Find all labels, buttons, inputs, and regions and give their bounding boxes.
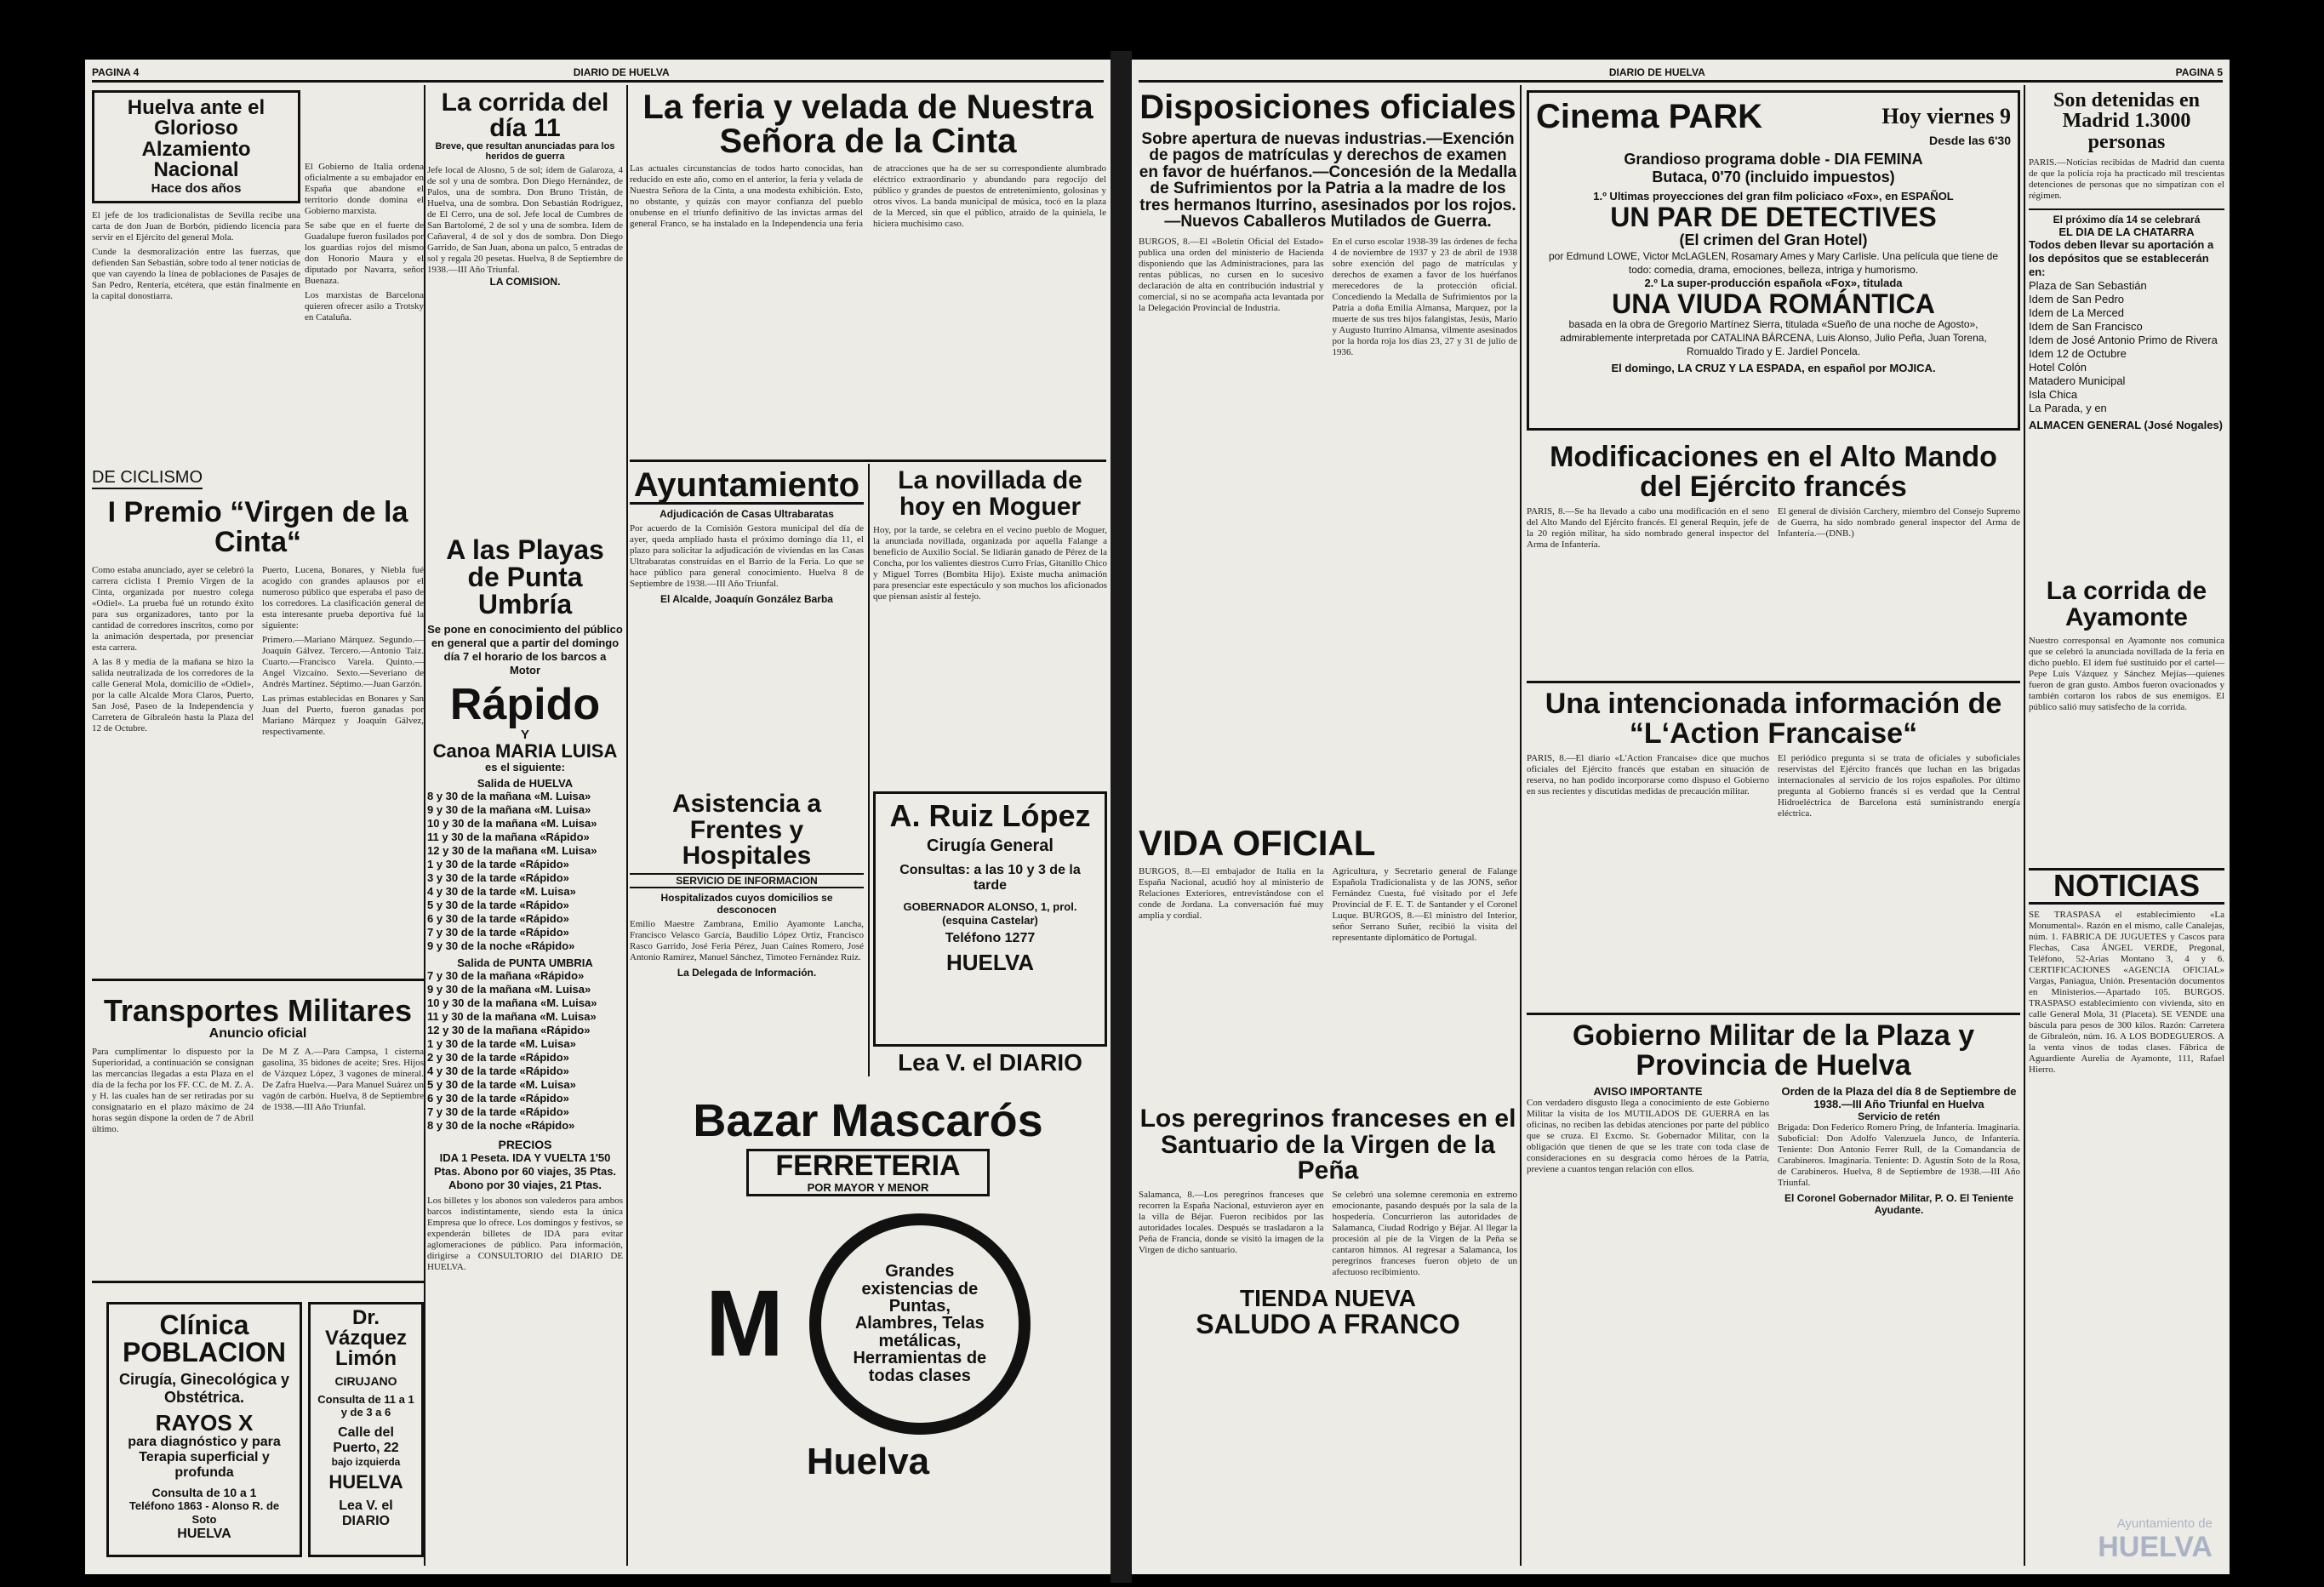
- chatarra-places-list: [2029, 279, 2224, 415]
- transportes-text-2: De M Z A.—Para Campsa, 1 cisterna gasolina, 35 bidones de aceite; Sres. Hijos de Vázquez López, 3 vagones de mineral. De Zafra Huelva.—Para Manuel Suárez un vagón de carbón. Huelva, 8 de Septiembre de 1938.—III Año Triunfal.: [262, 1047, 424, 1112]
- alzamiento-headline-box: [92, 90, 300, 203]
- ciclismo-text-4: Las primas establecidas en Bonares y San Juan del Puerto, fueron ganadas por Mariano Márquez y Joaquín Gálvez, respectivamente.: [262, 694, 424, 738]
- novillada-title: La novillada de hoy en Moguer: [898, 466, 1082, 521]
- alzamiento-subtitle: Hace dos años: [151, 180, 242, 196]
- clinica-rayos: RAYOS X: [155, 1410, 254, 1436]
- ruiz-lopez-spec: Cirugía General: [927, 836, 1054, 855]
- ciclismo-title: I Premio “Virgen de la Cinta“: [107, 496, 408, 558]
- cinema-price: Butaca, 0'70 (incluido impuestos): [1652, 168, 1895, 186]
- detenidas-title: Son detenidas en Madrid 1.3000 personas: [2053, 89, 2201, 153]
- column-rule: [868, 464, 870, 1076]
- clinica-city: HUELVA: [177, 1526, 231, 1541]
- schedule-row: 6 y 30 de la tarde «Rápido»: [427, 1092, 569, 1105]
- ciclismo-text-1: Como estaba anunciado, ayer se celebró la carrera ciclista I Premio Virgen de la Cinta, organizada por nuestro colega «Odiel». La prueba fué un rotundo éxito para sus organizadores, tanto por la cantidad de corredores inscritos, como por la animación despertada, por presenciar esta carrera.: [92, 565, 254, 654]
- bazar-mascaros-ad: [630, 1095, 1106, 1557]
- noticias-article: [2029, 868, 2224, 1566]
- schedule-row: 12 y 30 de la mañana «M. Luisa»: [427, 844, 597, 858]
- vazquez-hours: Consulta de 11 a 1 y de 3 a 6: [317, 1393, 414, 1419]
- cinema-film-1-cast: por Edmund LOWE, Victor McLAGLEN, Rosamary Ames y Mary Carlisle. Una película que tiene de todo: comedia, drama, emociones, belleza, intriga y humorismo.: [1549, 249, 1998, 276]
- schedule-row: 4 y 30 de la tarde «M. Luisa»: [427, 885, 576, 899]
- modificaciones-article: [1527, 442, 2020, 672]
- alzamiento-text-2: Cunde la desmoralización entre las fuerzas, que defienden San Sebastián, sobre todo al tener noticias de que van cayendo la línea de poblaciones de Pasajes de San Pedro, Rentería, etcétera, que están finalmente en la capital donostiarra.: [92, 246, 300, 301]
- watermark-top: Ayuntamiento de: [2116, 1516, 2213, 1531]
- schedule-row: 6 y 30 de la tarde «Rápido»: [427, 912, 569, 926]
- vazquez-lea: Lea V. el DIARIO: [339, 1499, 393, 1529]
- schedule-row: 7 y 30 de la tarde «Rápido»: [427, 926, 569, 939]
- left-page-header: [92, 66, 1104, 83]
- playas-precios: PRECIOS: [498, 1138, 552, 1152]
- cinema-park-ad: [1527, 90, 2020, 431]
- transportes-title: Transportes Militares: [103, 993, 413, 1028]
- transportes-text-1: Para cumplimentar lo dispuesto por la Superioridad, a continuación se consignan las mercancías llegadas a esta Plaza en el día de la fecha por los FF. CC. de M. Z. A. y H. las cuales han de ser retiradas por su consignatario en el plazo máximo de 24 horas según dispone la orden de 7 de Abril último.: [92, 1047, 254, 1134]
- chatarra-place: Idem de San Francisco: [2029, 320, 2143, 334]
- chatarra-text: Todos deben llevar su aportación a los depósitos que se establecerán en:: [2029, 238, 2214, 279]
- disposiciones-title: Disposiciones oficiales: [1139, 88, 1516, 126]
- column-rule: [2024, 85, 2025, 1566]
- corrida-text: Jefe local de Alosno, 5 de sol; ídem de Galaroza, 4 de sol y una de sombra. Don Diego Hernández, de Palos, una de sombra. Don Bruno Tristán, de Huelva, una de sombra. Don Sebastián Rodríguez, de El Cerro, una de sol. Jefe local de Cumbres de San Bartolomé, 2 de sol y una de sombra. Idem de Cañaveral, 4 de sol y dos de sombra. Don Diego Garrido, de San Juan, abona un palco, 5 entradas de sol y regala 20 pesetas. Huelva, 8 de Septiembre de 1938.—III Año Triunfal.: [427, 165, 623, 275]
- corrida-signature: LA COMISION.: [489, 276, 561, 288]
- playas-times-punta: [427, 969, 623, 1133]
- ayuntamiento-title: Ayuntamiento: [630, 468, 864, 505]
- gobierno-militar-article: [1527, 1021, 2020, 1566]
- schedule-row: 12 y 30 de la mañana «Rápido»: [427, 1024, 591, 1037]
- alzamiento-title: Huelva ante el Glorioso Alzamiento Nacional: [127, 96, 266, 182]
- schedule-row: 9 y 30 de la mañana «M. Luisa»: [427, 983, 591, 996]
- archive-watermark: [2098, 1516, 2213, 1564]
- chatarra-place: Matadero Municipal: [2029, 374, 2126, 388]
- disposiciones-article: [1139, 90, 1517, 465]
- playas-rapido: Rápido: [449, 680, 601, 729]
- cinema-time: Desde las 6'30: [1929, 134, 2011, 147]
- cinema-name: Cinema PARK: [1536, 98, 1762, 135]
- playas-canoa: Canoa MARIA LUISA: [432, 740, 618, 762]
- schedule-row: 5 y 30 de la tarde «M. Luisa»: [427, 1078, 576, 1092]
- right-newspaper-page: [1132, 60, 2230, 1574]
- playas-salida-punta: Salida de PUNTA UMBRIA: [457, 956, 593, 970]
- section-rule: [1527, 1013, 2020, 1015]
- section-rule: [630, 460, 1106, 462]
- chatarra-place: La Parada, y en: [2029, 402, 2107, 415]
- bazar-city: Huelva: [806, 1440, 930, 1482]
- corrida-title: La corrida del día 11: [441, 88, 609, 142]
- playas-y: Y: [520, 728, 529, 743]
- vida-text-2: Agricultura, y Secretario general de Falange Española Tradicionalista y de las JONS, señor Fernández Cuesta, fué visitado por el Jefe Provincial de F. E. T. de Santander y el Coronel Luque. BURGOS, 8.—El ministro del Interior, señor Serrano Suñer, recibió la visita del representante diplomático de Portugal.: [1332, 866, 1517, 943]
- modificaciones-text-2: El general de división Carchery, miembro del Consejo Supremo de Guerra, ha sido nombrado general inspector del Arma de Infantería.—(DNB.): [1778, 506, 2020, 539]
- gobierno-orden: Orden de la Plaza del día 8 de Septiembre de 1938.—III Año Triunfal en Huelva: [1781, 1085, 2017, 1111]
- feria-article: [630, 90, 1106, 448]
- feria-text: Las actuales circunstancias de todos harto conocidas, han reducido en este año, como en el anterior, la feria y velada de Nuestra Señora de la Cinta, a una modesta exhibición. Esto, no obstante, y quizás con mayor confianza del pueblo onubense en el triunfo definitivo de las invictas armas del general Franco, se ha instalado en la Independencia una feria de atracciones que ha de ser su correspondiente alumbrado eléctrico extraordinario y abundando para regocijo del público y grandes de puestos de entretenimiento, golosinas y otros vivos. La banda municipal de música, tocó en la plaza de la Merced, sin que el público, atraído de la quiniela, le hiciera muchísimo caso.: [630, 163, 1106, 229]
- right-page-header: [1139, 66, 2223, 83]
- playas-ad: [427, 536, 623, 1327]
- schedule-row: 8 y 30 de la noche «Rápido»: [427, 1119, 575, 1133]
- chatarra-place: Idem 12 de Octubre: [2029, 347, 2127, 361]
- chatarra-place: Isla Chica: [2029, 388, 2078, 402]
- bazar-name: Bazar Mascarós: [693, 1095, 1043, 1146]
- playas-es: es el siguiente:: [485, 761, 565, 774]
- peregrinos-title: Los peregrinos franceses en el Santuario de la Virgen de la Peña: [1139, 1105, 1516, 1185]
- disposiciones-text-1: BURGOS, 8.—El «Boletín Oficial del Estado» publica una orden del ministerio de Hacienda disponiendo que las Administraciones, para las rentas públicas, no cursen en lo sucesivo declaración de alta en contribución industrial y comercial, si no se acompaña acta levantada por la Delegación Provincial de Industria.: [1139, 237, 1324, 314]
- action-text-1: PARIS, 8.—El diario «L'Action Francaise» dice que muchos oficiales del Ejército francés que estaban en situación de reserva, no han podido incorporarse como dispuso el Gobierno en sus recientes y discutidas medidas de precaución militar.: [1527, 753, 1769, 797]
- asistencia-text: Emilio Maestre Zambrana, Emilio Ayamonte Lancha, Francisco Velasco García, Baudilio López Ortiz, Francisco Rasco Garrido, José Feria Pérez, Juan Caínes Romero, José Antonio Ramírez, Manuel Sánchez, Timoteo Fernández Ruiz.: [630, 918, 864, 962]
- schedule-row: 2 y 30 de la tarde «Rápido»: [427, 1051, 569, 1065]
- ruiz-lopez-hours: Consultas: a las 10 y 3 de la tarde: [899, 863, 1081, 893]
- clinica-phone: Teléfono 1863 - Alonso R. de Soto: [128, 1499, 280, 1526]
- detenidas-article: [2029, 90, 2224, 567]
- modificaciones-title: Modificaciones en el Alto Mando del Ejército francés: [1550, 441, 1997, 503]
- alzamiento-text-4: Se sabe que en el fuerte de Guadalupe fueron fusilados por los guardias rojos del mismo don Honorio Maura y el diputado por Navarra, señor Buenaza.: [305, 220, 424, 286]
- asistencia-end: La Delegada de Información.: [677, 966, 817, 979]
- clinica-name: Clínica POBLACION: [123, 1310, 286, 1367]
- ruiz-lopez-ad: [873, 791, 1107, 1047]
- disposiciones-lead: Sobre apertura de nuevas industrias.—Exención de pagos de matrículas y derechos de examen en favor de huérfanos.—Concesión de la Medalla de Sufrimientos por la Patria a la madre de los tres hermanos Iturrino, asesinados por los rojos.—Nuevos Caballeros Mutilados de Guerra.: [1139, 130, 1517, 231]
- corrida-article: [427, 90, 623, 328]
- transportes-article: [92, 993, 424, 1268]
- action-title: Una intencionada información de “L‘Action Francaise“: [1545, 688, 2002, 750]
- ruiz-lopez-city: HUELVA: [945, 950, 1035, 975]
- schedule-row: 7 y 30 de la mañana «Rápido»: [427, 969, 585, 983]
- peregrinos-bottom-2: SALUDO A FRANCO: [1196, 1309, 1460, 1340]
- ayuntamiento-article: [630, 468, 864, 774]
- bazar-circle-text: Grandes existencias de Puntas, Alambres, Telas metálicas, Herramientas de todas clases: [853, 1262, 987, 1385]
- column-rule: [424, 85, 425, 1566]
- feria-title: La feria y velada de Nuestra Señora de la Cinta: [642, 88, 1093, 160]
- disposiciones-text-2: En el curso escolar 1938-39 las órdenes de fecha 4 de noviembre de 1937 y 23 de abril de 1938 sobre exención del pago de matrículas y derechos de examen a favor de los huérfanos merecedores de la protección oficial. Concediendo la Medalla de Sufrimientos por la Patria a doña Emilia Almansa, Marquez, por la muerte de sus tres hijos falangistas, Jesús, Mario y Augusto Iturrino Almansa, vilmente asesinados por la horda roja los días 23, 27 y 31 de julio de 1936.: [1332, 237, 1517, 358]
- schedule-row: 4 y 30 de la tarde «Rápido»: [427, 1065, 569, 1078]
- ciclismo-article: [92, 468, 424, 1021]
- gobierno-servicio: Servicio de retén: [1858, 1110, 1940, 1123]
- vida-oficial-article: [1139, 825, 1517, 1098]
- schedule-row: 11 y 30 de la mañana «Rápido»: [427, 831, 590, 844]
- gobierno-text-2: Brigada: Don Federico Romero Pring, de Infantería. Imaginaria. Suboficial: Don Adolfo Valenzuela Junco, de Infantería. Teniente: Don Antonio Ferrer Rull, de la Comandancia de Carabineros. Imaginaria. Teniente: D. Agustín Soto de la Rosa, de Carabineros. Huelva, 8 de Septiembre de 1938.—III Año Triunfal.: [1778, 1122, 2020, 1189]
- gobierno-title: Gobierno Militar de la Plaza y Provincia de Huelva: [1572, 1019, 1975, 1082]
- peregrinos-text-2: Se celebró una solemne ceremonia en extremo emocionante, pasando después por la sala de la hospedería. Concurrieron las autoridades de Salamanca, Ciudad Rodrigo y Béjar. Al llegar la procesión al pie de la Virgen de la Peña se cantaron himnos. Al regresar a Salamanca, los peregrinos franceses fueron objeto de un afectuoso recibimiento.: [1332, 1189, 1517, 1277]
- schedule-row: 10 y 30 de la mañana «M. Luisa»: [427, 817, 597, 831]
- left-paper-name: DIARIO DE HUELVA: [573, 66, 670, 78]
- clinica-spec: Cirugía, Ginecológica y Obstétrica.: [118, 1371, 290, 1406]
- section-rule: [92, 1281, 424, 1283]
- bazar-circle: [809, 1213, 1031, 1435]
- schedule-row: 1 y 30 de la tarde «Rápido»: [427, 858, 569, 871]
- alzamiento-text-1: El jefe de los tradicionalistas de Sevilla recibe una carta de don Juan de Borbón, pidiendo licencia para servir en el Ejército del general Mola.: [92, 209, 300, 243]
- playas-notes: Los billetes y los abonos son valederos para ambos barcos indistintamente, siendo esta la única Empresa que lo ofrece. Los domingos y festivos, se expenderán billetes de IDA para evitar aglomeraciones de público. Para información, dirigirse a CONSULTORIO del DIARIO DE HUELVA.: [427, 1196, 623, 1273]
- column-rule: [626, 85, 628, 1566]
- asistencia-service: SERVICIO DE INFORMACION: [630, 873, 864, 888]
- gobierno-sign: El Coronel Gobernador Militar, P. O. El Teniente Ayudante.: [1784, 1192, 2013, 1217]
- gobierno-text-1: Con verdadero disgusto llega a conocimiento de este Gobierno Militar la visita de los MUTILADOS DE GUERRA en las oficinas, no reciben las debidas atenciones por parte del público que se cruza. El Excmo. Sr. Gobernador Militar, con la obligación que tienen de que se les trate con toda clase de consideraciones en su desgracia como héroes de la Patria, previene a cuantos tengan relación con ellos.: [1527, 1098, 1769, 1175]
- cinema-film-2: UNA VIUDA ROMÁNTICA: [1612, 288, 1935, 319]
- vida-title: VIDA OFICIAL: [1139, 823, 1376, 863]
- alzamiento-text-3: El Gobierno de Italia ordena oficialmente a su embajador en España que abandone el territorio donde domina el Gobierno marxista.: [305, 162, 424, 216]
- asistencia-title: Asistencia a Frentes y Hospitales: [671, 790, 822, 871]
- chatarra-place: Idem de San Pedro: [2029, 293, 2125, 306]
- ayamonte-text: Nuestro corresponsal en Ayamonte nos comunica que se celebró la anunciada novillada de la feria en dicho pueblo. El ídem fué sustituido por el cartel—Pepe Luis Vázquez y Sánchez Mejías—quienes fueron de gran gusto. Ambos fueron ovacionados y también cortaron los rabos de sus enemigos. El público salió muy satisfecho de la corrida.: [2029, 636, 2224, 713]
- cinema-film-1-sub: (El crimen del Gran Hotel): [1679, 231, 1868, 248]
- ayuntamiento-signature: El Alcalde, Joaquín González Barba: [660, 593, 833, 605]
- bazar-big-m-letter: M: [705, 1270, 784, 1376]
- left-page-number: PAGINA 4: [92, 66, 140, 78]
- section-rule: [92, 979, 424, 981]
- ruiz-lopez-address: GOBERNADOR ALONSO, 1, prol. (esquina Castelar): [903, 900, 1077, 927]
- ayamonte-title: La corrida de Ayamonte: [2046, 577, 2207, 631]
- clinica-poblacion-ad: [106, 1302, 302, 1557]
- action-text-2: El periódico pregunta si se trata de oficiales y suboficiales reservistas del Ejército francés que luchan en las brigadas internacionales al servicio de los rojos españoles. Por último pregunta al Gobierno francés si es verdad que la Central Hidroeléctrica de Barcelona está suministrando energía eléctrica.: [1778, 753, 2020, 819]
- cinema-film-2-cast: basada en la obra de Gregorio Martínez Sierra, titulada «Sueño de una noche de Agosto», admirablemente interpretada por CATALINA BÁRCENA, Luis Alonso, Julio Peña, Juan Torena, Romualdo Tirado y E. Jardiel Poncela.: [1560, 318, 1987, 358]
- chatarra-place: Idem de José Antonio Primo de Rivera: [2029, 334, 2218, 347]
- playas-intro: Se pone en conocimiento del público en general que a partir del domingo día 7 el horario de los barcos a Motor: [427, 623, 623, 676]
- chatarra-lead: El próximo día 14 se celebrará: [2029, 208, 2224, 225]
- right-paper-name: DIARIO DE HUELVA: [1608, 66, 1705, 78]
- asistencia-article: [630, 791, 864, 1081]
- transportes-subtitle: Anuncio oficial: [208, 1026, 307, 1041]
- vazquez-bajo: bajo izquierda: [331, 1456, 401, 1468]
- alzamiento-article: [92, 90, 300, 301]
- corrida-subtitle: Breve, que resultan anunciadas para los heridos de guerra: [435, 141, 615, 162]
- playas-title: A las Playas de Punta Umbría: [446, 534, 604, 619]
- peregrinos-bottom-1: TIENDA NUEVA: [1240, 1284, 1416, 1311]
- ayuntamiento-text: Por acuerdo de la Comisión Gestora municipal del día de ayer, queda ampliado hasta el próximo domingo día 11, el plazo para solicitar la adjudicación de viviendas en las Casas Ultrabaratas construídas en el Barrio de la Feria. Lo que se hace público para general conocimiento. Huelva 8 de Septiembre de 1938.—III Año Triunfal.: [630, 523, 864, 589]
- vazquez-city: HUELVA: [328, 1471, 403, 1493]
- schedule-row: 7 y 30 de la tarde «Rápido»: [427, 1105, 569, 1119]
- chatarra-place: Hotel Colón: [2029, 361, 2087, 374]
- schedule-row: 5 y 30 de la tarde «Rápido»: [427, 899, 569, 912]
- chatarra-title: EL DIA DE LA CHATARRA: [2058, 225, 2195, 239]
- novillada-article: [873, 468, 1107, 783]
- ruiz-lopez-name: A. Ruiz López: [889, 798, 1091, 833]
- watermark-name: HUELVA: [2098, 1531, 2213, 1563]
- gobierno-aviso: AVISO IMPORTANTE: [1593, 1085, 1703, 1099]
- vazquez-address: Calle del Puerto, 22: [333, 1425, 399, 1455]
- column-rule: [1520, 85, 1522, 1566]
- cinema-day: Hoy viernes 9: [1881, 103, 2011, 128]
- ciclismo-section-label: DE CICLISMO: [92, 468, 203, 489]
- novillada-text: Hoy, por la tarde, se celebra en el vecino pueblo de Moguer, la anunciada novillada, organizada por aquella Falange a beneficio de Auxilio Social. Se lidiarán ganado de Pérez de la Concha, por los valientes diestros Curro Frías, Gitanillo Chico y Miguel Torres (Bombita Hijo). Existe mucha animación para presenciar este espectáculo y son muchos los aficionados que piensan asistir al festejo.: [873, 525, 1107, 602]
- ruiz-lopez-phone: Teléfono 1277: [945, 931, 1036, 945]
- schedule-row: 3 y 30 de la tarde «Rápido»: [427, 871, 569, 885]
- ayuntamiento-subtitle: Adjudicación de Casas Ultrabaratas: [660, 508, 834, 520]
- cinema-second-note: 2.º La super-producción española «Fox», titulada: [1644, 276, 1903, 289]
- ruiz-lea-diario: [873, 1051, 1107, 1085]
- schedule-row: 1 y 30 de la tarde «M. Luisa»: [427, 1037, 576, 1051]
- vazquez-name: Dr. Vázquez Limón: [324, 1306, 408, 1370]
- schedule-row: 9 y 30 de la mañana «M. Luisa»: [427, 803, 591, 817]
- ciclismo-text-3: Puerto, Lucena, Bonares, y Niebla fué acogido con grandes aplausos por el numeroso público que esperaba el paso de los corredores. La clasificación general de esta interesante prueba deportiva fué la siguiente:: [262, 565, 424, 631]
- noticias-text: SE TRASPASA el establecimiento «La Monumental». Razón en el mismo, calle Canalejas, núm. 1. FABRICA DE JUGUETES y Cascos para Flechas, Casa ÁNGEL VERDE, Pregonal, Teléfono, 52-Arias Montano 3, 4 y 6. CERTIFICACIONES «AGENCIA OFICIAL» Vargas, Paniagua, Unión. Presentación documentos en Ministerios.—Apartado 105. BURGOS. TRASPASO establecimiento con vivienda, sito en calle General Mola, 31 (Placeta). SE VENDE una báscula para pesos de 300 kilos. Razón: Carretera de Gibraleón, núm. 16. A LOS BODEGUEROS. A la venta vinos de todas clases. Fábrica de Aguardiente Aurelia de Ayamonte, 111, Rafael Hierro.: [2029, 909, 2224, 1075]
- asistencia-subtitle: Hospitalizados cuyos domicilios se desconocen: [660, 891, 833, 916]
- playas-times-huelva: [427, 790, 623, 953]
- action-francaise-article: [1527, 689, 2020, 1013]
- bazar-mayor: POR MAYOR Y MENOR: [807, 1180, 929, 1194]
- schedule-row: 9 y 30 de la noche «Rápido»: [427, 939, 575, 953]
- vazquez-limon-ad: [308, 1302, 424, 1557]
- ayamonte-article: [2029, 579, 2224, 859]
- bazar-ferreteria: FERRETERIA: [775, 1150, 961, 1182]
- cinema-sunday: El domingo, LA CRUZ Y LA ESPADA, en español por MOJICA.: [1611, 362, 1936, 375]
- page-gutter: [1111, 51, 1132, 1583]
- clinica-hours: Consulta de 10 a 1: [151, 1485, 257, 1499]
- clinica-diag: para diagnóstico y para Terapia superficial y profunda: [128, 1434, 281, 1480]
- peregrinos-article: [1139, 1106, 1517, 1566]
- schedule-row: 10 y 30 de la mañana «M. Luisa»: [427, 996, 597, 1010]
- playas-prices-text: IDA 1 Peseta. IDA Y VUELTA 1'50 Ptas. Abono por 60 viajes, 35 Ptas. Abono por 30 viajes, 21 Ptas.: [433, 1151, 617, 1192]
- vida-text-1: BURGOS, 8.—El embajador de Italia en la España Nacional, acudió hoy al ministerio de Relaciones Exteriores, entrevistándose con el conde de Jordana. La conversación fué muy amplia y cordial.: [1139, 866, 1324, 921]
- left-newspaper-page: [85, 60, 1111, 1574]
- peregrinos-text-1: Salamanca, 8.—Los peregrinos franceses que recorren la España Nacional, estuvieron ayer en la villa de Béjar. Fueron recibidos por las autoridades locales. Después se trasladaron a la Peña de Francia, donde se visitó la imagen de la Virgen de dicho santuario.: [1139, 1189, 1324, 1255]
- section-rule: [1527, 681, 2020, 683]
- chatarra-place: Plaza de San Sebastián: [2029, 279, 2147, 293]
- playas-salida-huelva: Salida de HUELVA: [477, 777, 574, 791]
- alzamiento-text-5: Los marxistas de Barcelona quieren ofrecer asilo a Trotsky en Cataluña.: [305, 290, 424, 323]
- ferreteria-box: [746, 1149, 990, 1196]
- chatarra-place: Idem de La Merced: [2029, 306, 2125, 320]
- chatarra-almacen: ALMACEN GENERAL (José Nogales): [2029, 419, 2224, 432]
- schedule-row: 11 y 30 de la mañana «M. Luisa»: [427, 1010, 597, 1024]
- modificaciones-text-1: PARIS, 8.—Se ha llevado a cabo una modificación en el seno del Alto Mando del Ejército francés. El general Requin, jefe de la 20 región militar, ha sido nombrado general inspector del Arma de Infantería.: [1527, 506, 1769, 551]
- alzamiento-column-2: [305, 162, 424, 323]
- ruiz-lea-diario-text: Lea V. el DIARIO: [898, 1049, 1082, 1076]
- ciclismo-results: Primero.—Mariano Márquez. Segundo.—Joaquín Gálvez. Tercero.—Antonio Taiz. Cuarto.—Francisco Varela. Quinto.—Angel Vizcaíno. Sexto.—Severiano de Andrés Martínez. Séptimo.—Juan Garzón.: [262, 635, 424, 690]
- right-page-number: PAGINA 5: [2175, 66, 2223, 78]
- schedule-row: 8 y 30 de la mañana «M. Luisa»: [427, 790, 591, 803]
- ciclismo-text-2: A las 8 y media de la mañana se hizo la salida neutralizada de los corredores de la calle General Mola, domicilio de «Odiel», por la calle Alcalde Mora Claros, Puerto, San José, Paseo de la Independencia y Carretera de Gibraleón hasta la Plaza del 12 de Octubre.: [92, 657, 254, 734]
- noticias-title: NOTICIAS: [2029, 868, 2224, 905]
- cinema-first-note: 1.º Ultimas proyecciones del gran film policiaco «Fox», en ESPAÑOL: [1593, 190, 1954, 203]
- cinema-program: Grandioso programa doble - DIA FEMINA: [1624, 151, 1923, 168]
- vazquez-spec: CIRUJANO: [334, 1374, 397, 1388]
- detenidas-text: PARIS.—Noticias recibidas de Madrid dan cuenta de que la policía roja ha practicado mil trescientas detenciones de personas que no simpatizan con el régimen.: [2029, 157, 2224, 202]
- cinema-film-1: UN PAR DE DETECTIVES: [1610, 202, 1937, 232]
